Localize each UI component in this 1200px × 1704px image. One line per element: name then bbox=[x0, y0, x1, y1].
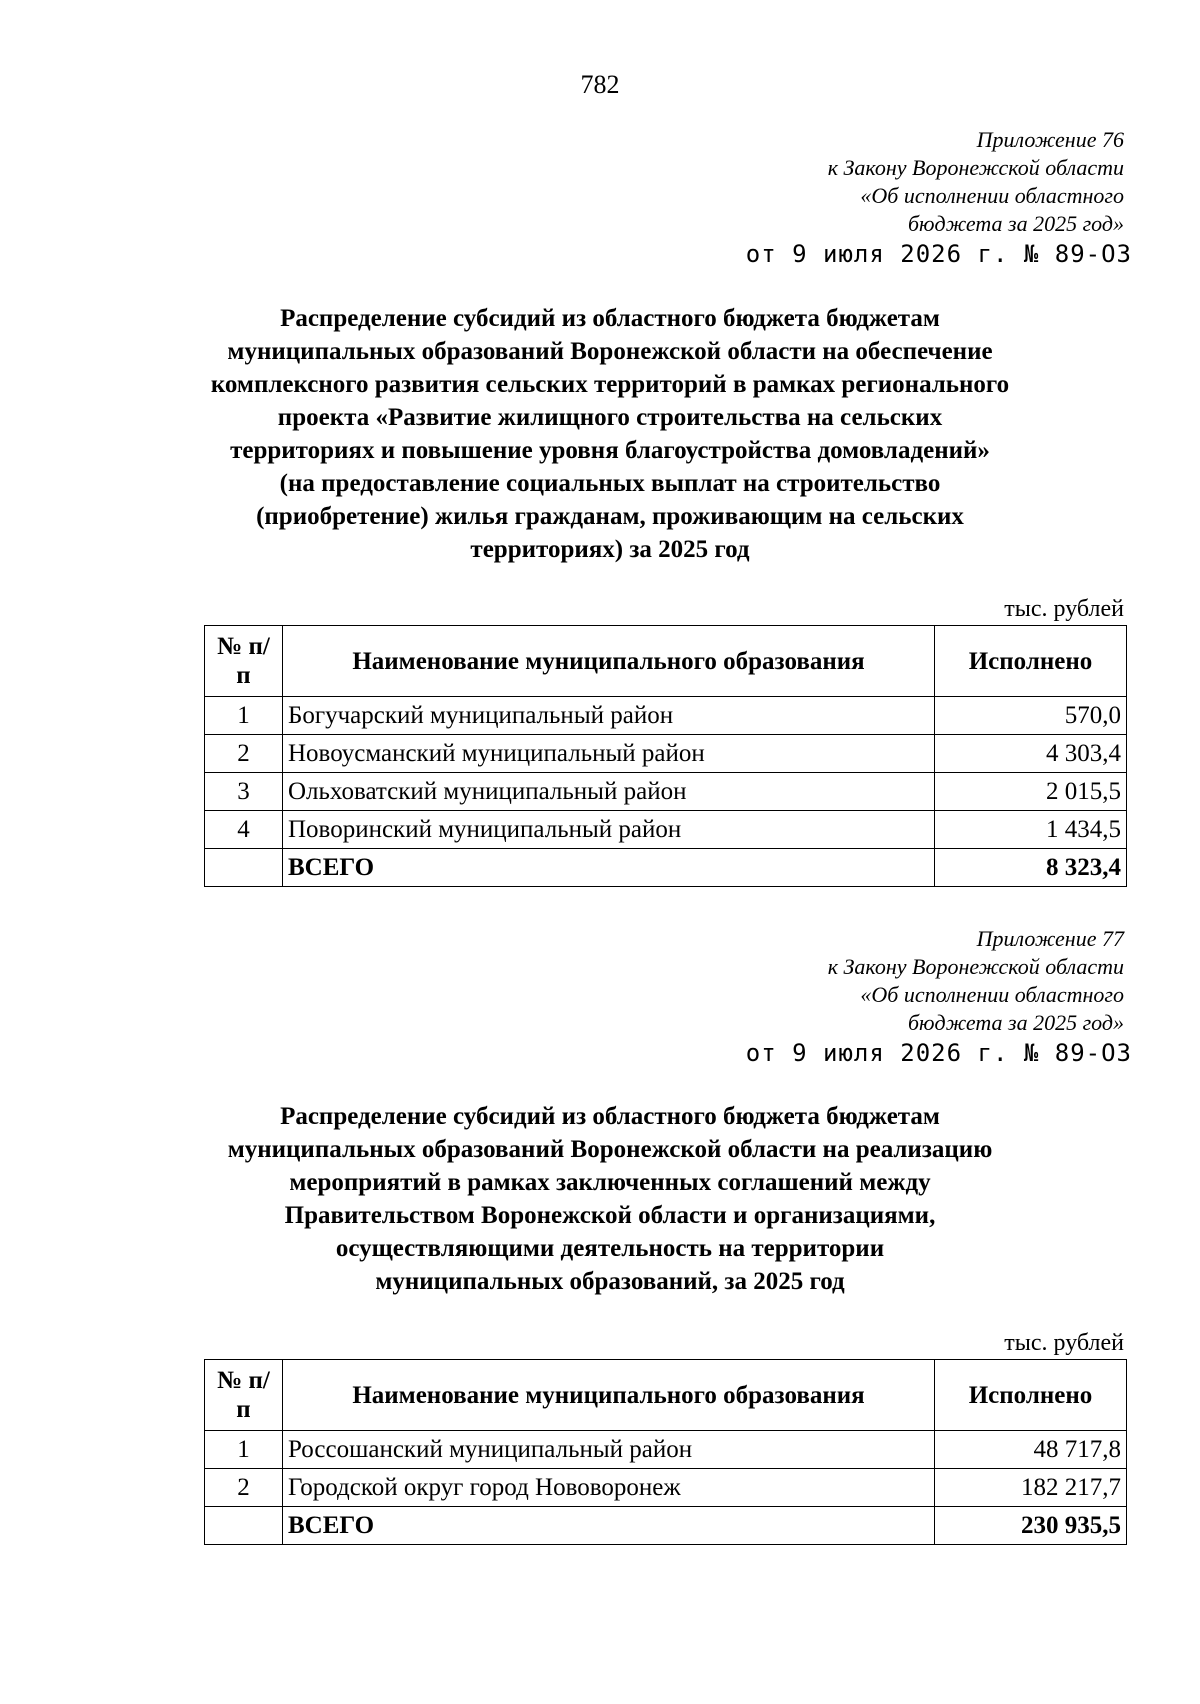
table-row bbox=[205, 735, 1127, 773]
total-label: ВСЕГО bbox=[283, 1507, 935, 1545]
annex-77-law-name-1: «Об исполнении областного bbox=[860, 982, 1124, 1007]
table-2 bbox=[204, 1359, 1127, 1545]
row-name: Поворинский муниципальный район bbox=[283, 811, 935, 849]
annex-76-date: от 9 июля 2026 г. № 89-ОЗ bbox=[745, 240, 1132, 268]
table-total-row bbox=[205, 849, 1127, 887]
header-num: № п/п bbox=[205, 1360, 283, 1431]
table-row bbox=[205, 1431, 1127, 1469]
header-value: Исполнено bbox=[935, 626, 1127, 697]
total-num-cell bbox=[205, 1507, 283, 1545]
annex-77-law-name-2: бюджета за 2025 год» bbox=[907, 1010, 1124, 1035]
section-1-title-line: (приобретение) жилья гражданам, проживающим на сельских bbox=[256, 503, 964, 530]
section-2-title-line: муниципальных образований Воронежской области на реализацию bbox=[227, 1136, 993, 1163]
total-label: ВСЕГО bbox=[283, 849, 935, 887]
table-row bbox=[205, 697, 1127, 735]
table-1-header bbox=[205, 626, 1127, 697]
row-value: 48 717,8 bbox=[935, 1431, 1127, 1469]
section-1-title-line: комплексного развития сельских территорий в рамках регионального bbox=[210, 371, 1010, 398]
annex-76-header bbox=[745, 126, 1132, 268]
section-1-title-line: Распределение субсидий из областного бюджета бюджетам bbox=[280, 305, 940, 332]
section-2-title bbox=[160, 1100, 1060, 1298]
row-value: 2 015,5 bbox=[935, 773, 1127, 811]
header-value: Исполнено bbox=[935, 1360, 1127, 1431]
section-2-title-line: мероприятий в рамках заключенных соглашений между bbox=[289, 1169, 931, 1196]
section-2-title-line: Распределение субсидий из областного бюджета бюджетам bbox=[280, 1103, 940, 1130]
row-num: 4 bbox=[205, 811, 283, 849]
row-name: Новоусманский муниципальный район bbox=[283, 735, 935, 773]
row-num: 3 bbox=[205, 773, 283, 811]
total-value: 8 323,4 bbox=[935, 849, 1127, 887]
row-name: Россошанский муниципальный район bbox=[283, 1431, 935, 1469]
header-name: Наименование муниципального образования bbox=[283, 626, 935, 697]
section-1-title-line: (на предоставление социальных выплат на строительство bbox=[279, 470, 941, 497]
table-row bbox=[205, 1469, 1127, 1507]
row-name: Богучарский муниципальный район bbox=[283, 697, 935, 735]
row-name: Городской округ город Нововоронеж bbox=[283, 1469, 935, 1507]
header-num: № п/п bbox=[205, 626, 283, 697]
total-num-cell bbox=[205, 849, 283, 887]
header-name: Наименование муниципального образования bbox=[283, 1360, 935, 1431]
units-label-2: тыс. рублей bbox=[1004, 1330, 1124, 1356]
row-num: 2 bbox=[205, 1469, 283, 1507]
row-num: 2 bbox=[205, 735, 283, 773]
units-label-1: тыс. рублей bbox=[1004, 596, 1124, 622]
row-num: 1 bbox=[205, 1431, 283, 1469]
section-2-title-line: Правительством Воронежской области и организациями, bbox=[284, 1202, 936, 1229]
annex-76-title: Приложение 76 bbox=[976, 127, 1124, 152]
table-total-row bbox=[205, 1507, 1127, 1545]
section-1-title-line: муниципальных образований Воронежской области на обеспечение bbox=[227, 338, 993, 365]
section-1-title-line: территориях) за 2025 год bbox=[470, 536, 750, 563]
annex-76-law-name-1: «Об исполнении областного bbox=[860, 183, 1124, 208]
annex-77-header bbox=[745, 925, 1132, 1067]
row-value: 4 303,4 bbox=[935, 735, 1127, 773]
row-value: 182 217,7 bbox=[935, 1469, 1127, 1507]
table-2-header bbox=[205, 1360, 1127, 1431]
page-number: 782 bbox=[580, 70, 620, 99]
table-1 bbox=[204, 625, 1127, 887]
section-2-title-line: осуществляющими деятельность на территории bbox=[335, 1235, 885, 1262]
annex-76-law-name-2: бюджета за 2025 год» bbox=[907, 211, 1124, 236]
table-row bbox=[205, 811, 1127, 849]
annex-76-law: к Закону Воронежской области bbox=[827, 155, 1124, 180]
row-value: 1 434,5 bbox=[935, 811, 1127, 849]
row-name: Ольховатский муниципальный район bbox=[283, 773, 935, 811]
section-1-title-line: проекта «Развитие жилищного строительства на сельских bbox=[277, 404, 943, 431]
section-2-title-line: муниципальных образований, за 2025 год bbox=[375, 1268, 845, 1295]
annex-77-title: Приложение 77 bbox=[976, 926, 1124, 951]
row-num: 1 bbox=[205, 697, 283, 735]
table-row bbox=[205, 773, 1127, 811]
row-value: 570,0 bbox=[935, 697, 1127, 735]
section-1-title bbox=[160, 302, 1060, 566]
section-1-title-line: территориях и повышение уровня благоустройства домовладений» bbox=[230, 437, 990, 464]
annex-77-law: к Закону Воронежской области bbox=[827, 954, 1124, 979]
total-value: 230 935,5 bbox=[935, 1507, 1127, 1545]
annex-77-date: от 9 июля 2026 г. № 89-ОЗ bbox=[745, 1039, 1132, 1067]
